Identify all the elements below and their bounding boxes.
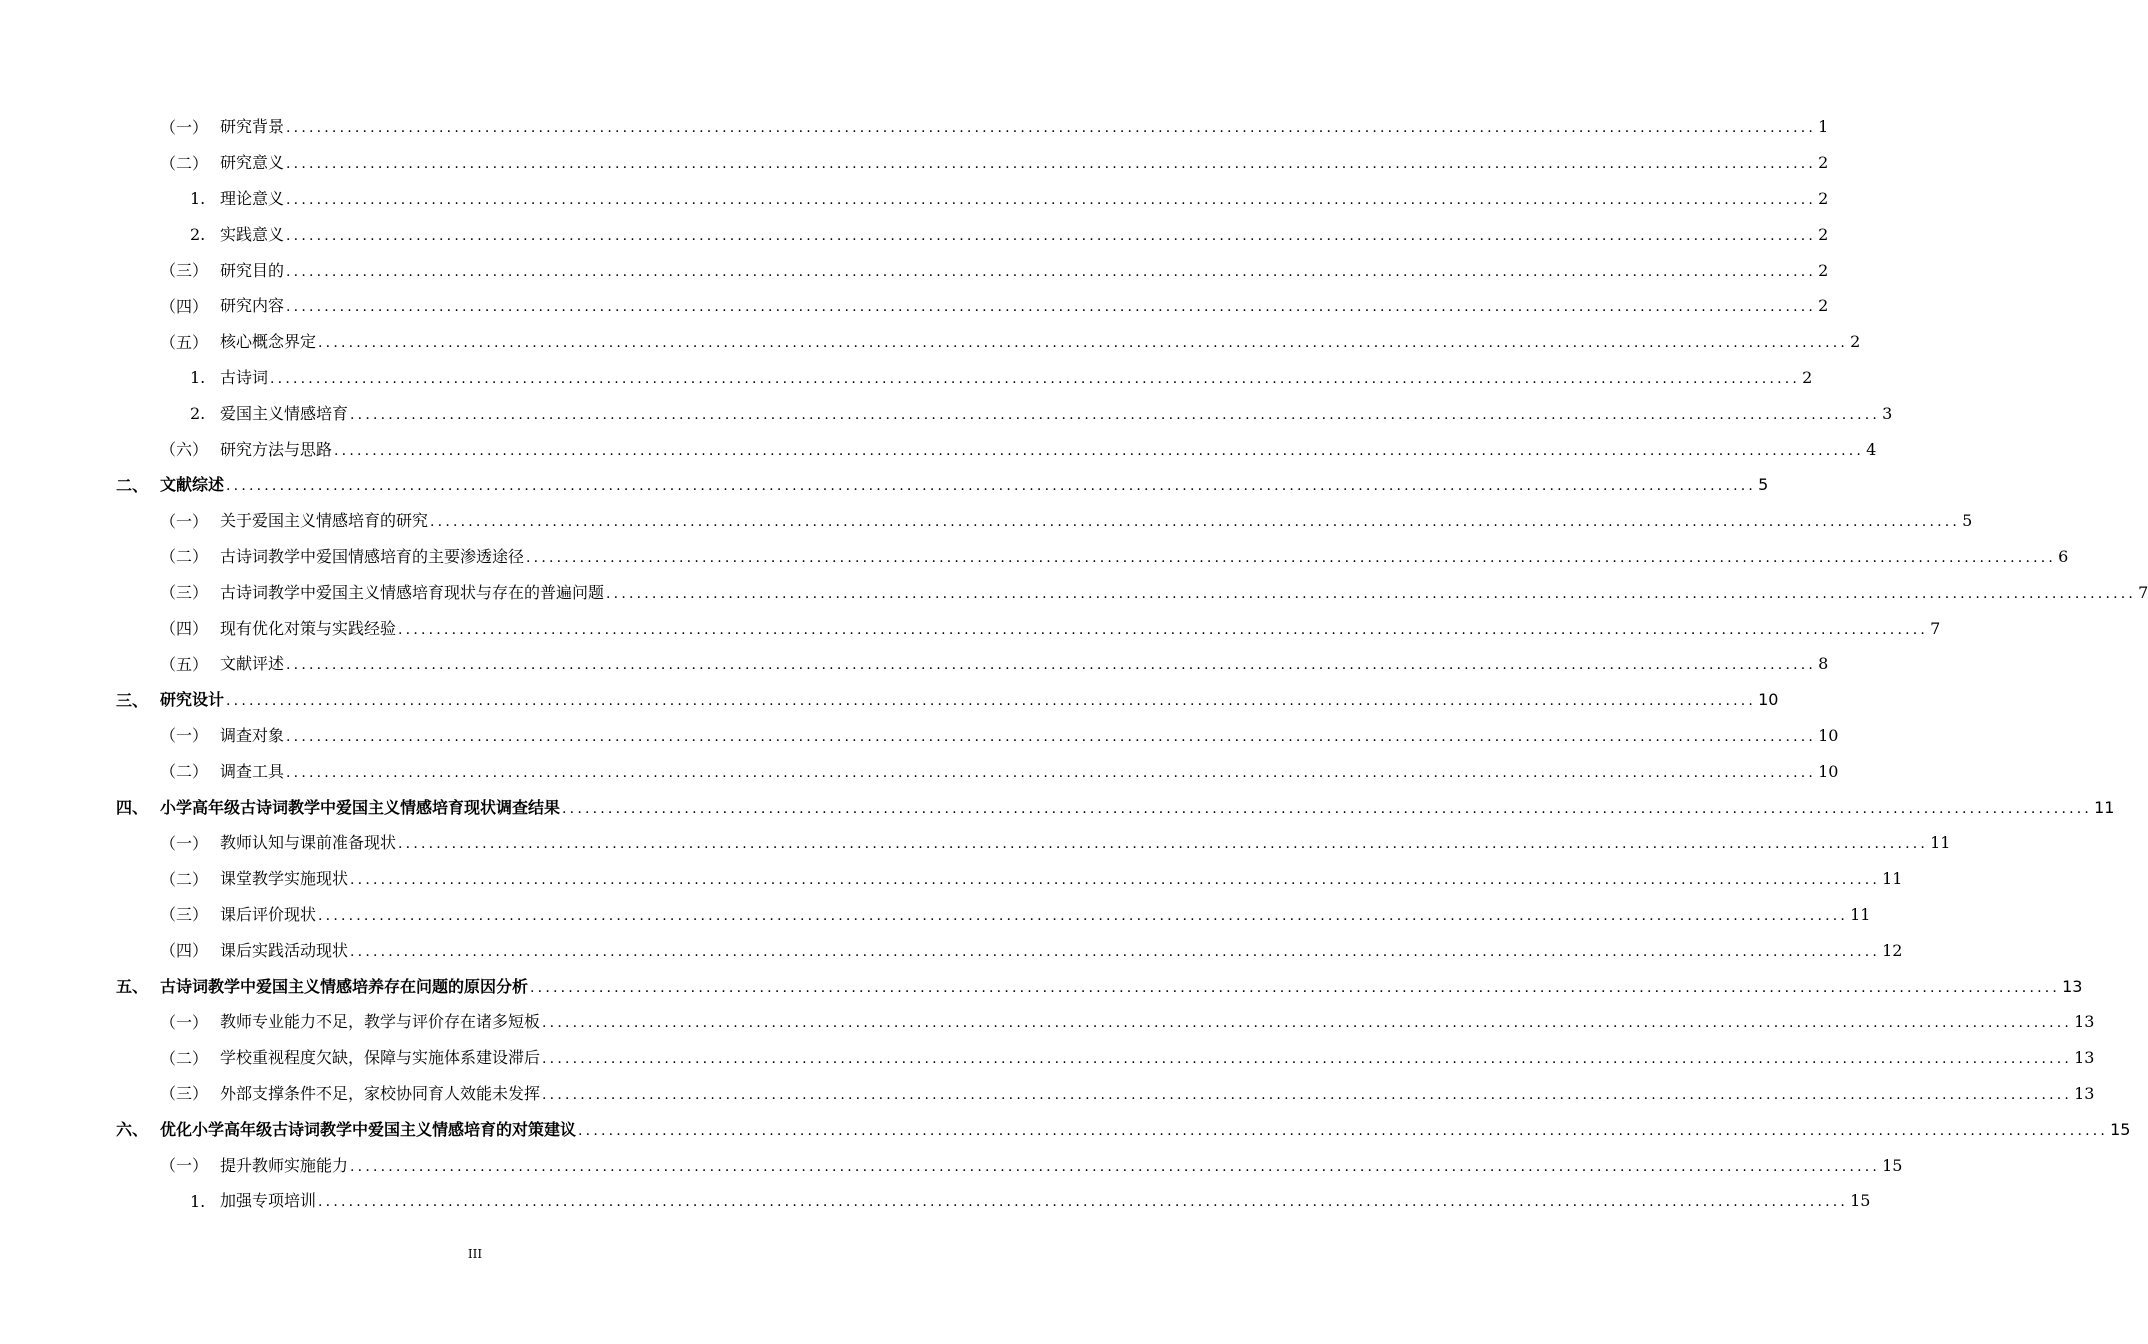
dot-leader: ........................................................................................................................................................................................................ xyxy=(318,335,1849,352)
toc-entry-title: 调查工具 xyxy=(220,761,285,781)
toc-entry-number: 六、 xyxy=(116,1120,149,1140)
dot-leader: ........................................................................................................................................................................................................ xyxy=(606,585,2137,602)
toc-entry-title: 研究方法与思路 xyxy=(220,439,333,459)
toc-entry-title: 核心概念界定 xyxy=(220,332,317,352)
toc-entry[interactable] xyxy=(0,969,2083,1005)
dot-leader: ........................................................................................................................................................................................................ xyxy=(350,872,1881,889)
toc-entry-number: （四） xyxy=(160,941,209,961)
toc-entry[interactable] xyxy=(0,790,2115,826)
toc-entry-page: 8 xyxy=(1818,654,1829,674)
toc-entry[interactable] xyxy=(0,933,1903,969)
toc-entry-number: （一） xyxy=(160,511,209,531)
toc-entry-number: （三） xyxy=(160,583,209,603)
toc-entry-number: 四、 xyxy=(116,798,149,818)
toc-entry[interactable] xyxy=(0,146,1829,182)
toc-entry-number: （五） xyxy=(160,654,209,674)
toc-entry[interactable] xyxy=(0,754,1839,790)
toc-entry-number: 1. xyxy=(190,368,206,388)
toc-entry-title: 古诗词 xyxy=(220,367,269,387)
dot-leader: ........................................................................................................................................................................................................ xyxy=(542,1051,2073,1068)
toc-entry-page: 5 xyxy=(1758,475,1769,495)
toc-entry-number: （四） xyxy=(160,619,209,639)
toc-entry-number: （四） xyxy=(160,296,209,316)
toc-entry-number: 1. xyxy=(190,189,206,209)
dot-leader: ........................................................................................................................................................................................................ xyxy=(578,1122,2109,1139)
toc-entry-title: 提升教师实施能力 xyxy=(220,1155,349,1175)
dot-leader: ........................................................................................................................................................................................................ xyxy=(398,621,1929,638)
toc-entry-page: 13 xyxy=(2074,1012,2095,1032)
dot-leader: ........................................................................................................................................................................................................ xyxy=(430,514,1961,531)
toc-entry-page: 12 xyxy=(1882,940,1903,960)
toc-entry-page: 15 xyxy=(1882,1155,1903,1175)
toc-entry-title: 实践意义 xyxy=(220,224,285,244)
dot-leader: ........................................................................................................................................................................................................ xyxy=(350,943,1881,960)
toc-entry[interactable] xyxy=(0,898,1871,934)
toc-entry[interactable] xyxy=(0,719,1839,755)
dot-leader: ........................................................................................................................................................................................................ xyxy=(318,907,1849,924)
toc-entry-title: 古诗词教学中爱国主义情感培育现状与存在的普遍问题 xyxy=(220,582,605,602)
toc-entry-page: 11 xyxy=(1882,869,1903,889)
dot-leader: ........................................................................................................................................................................................................ xyxy=(318,1194,1849,1211)
toc-entry-page: 10 xyxy=(1818,725,1839,745)
toc-entry-title: 教师认知与课前准备现状 xyxy=(220,833,397,853)
toc-entry-title: 课堂教学实施现状 xyxy=(220,869,349,889)
toc-entry-number: 2. xyxy=(190,404,206,424)
dot-leader: ........................................................................................................................................................................................................ xyxy=(286,263,1817,280)
toc-entry[interactable] xyxy=(0,110,1829,146)
toc-entry[interactable] xyxy=(0,540,2069,576)
toc-entry-page: 11 xyxy=(2094,797,2115,817)
dot-leader: ........................................................................................................................................................................................................ xyxy=(562,800,2093,817)
toc-entry-title: 现有优化对策与实践经验 xyxy=(220,618,397,638)
toc-entry[interactable] xyxy=(0,575,2148,611)
dot-leader: ........................................................................................................................................................................................................ xyxy=(286,299,1817,316)
toc-entry[interactable] xyxy=(0,1112,2131,1148)
dot-leader: ........................................................................................................................................................................................................ xyxy=(542,1015,2073,1032)
dot-leader: ........................................................................................................................................................................................................ xyxy=(286,764,1817,781)
toc-entry[interactable] xyxy=(0,396,1893,432)
toc-entry-number: （一） xyxy=(160,1156,209,1175)
toc-entry-number: （一） xyxy=(160,117,209,137)
toc-entry-number: （三） xyxy=(160,1084,209,1104)
toc-entry-title: 研究目的 xyxy=(220,260,285,280)
dot-leader: ........................................................................................................................................................................................................ xyxy=(286,728,1817,745)
toc-entry[interactable] xyxy=(0,1041,2095,1077)
dot-leader: ........................................................................................................................................................................................................ xyxy=(226,478,1757,495)
toc-entry-page: 2 xyxy=(1850,332,1861,352)
toc-entry-number: （三） xyxy=(160,261,209,281)
toc-entry-page: 2 xyxy=(1818,153,1829,173)
toc-entry-title: 古诗词教学中爱国主义情感培养存在问题的原因分析 xyxy=(160,976,529,996)
toc-entry-number: （五） xyxy=(160,332,209,352)
dot-leader: ........................................................................................................................................................................................................ xyxy=(542,1086,2073,1103)
toc-entry[interactable] xyxy=(0,468,1769,504)
toc-entry[interactable] xyxy=(0,1184,1871,1220)
toc-entry-title: 古诗词教学中爱国情感培育的主要渗透途径 xyxy=(220,546,525,566)
toc-entry-page: 15 xyxy=(2110,1119,2131,1139)
dot-leader: ........................................................................................................................................................................................................ xyxy=(350,1158,1881,1175)
dot-leader: ........................................................................................................................................................................................................ xyxy=(350,406,1881,423)
dot-leader: ........................................................................................................................................................................................................ xyxy=(270,370,1801,387)
toc-entry-title: 外部支撑条件不足，家校协同育人效能未发挥 xyxy=(220,1083,541,1103)
toc-entry-title: 研究内容 xyxy=(220,296,285,316)
toc-entry-number: （二） xyxy=(160,869,209,889)
dot-leader: ........................................................................................................................................................................................................ xyxy=(286,156,1817,173)
toc-entry-title: 研究背景 xyxy=(220,117,285,137)
toc-entry[interactable] xyxy=(0,611,1941,647)
toc-entry[interactable] xyxy=(0,1148,1903,1184)
toc-entry-page: 10 xyxy=(1758,690,1779,710)
toc-entry-page: 3 xyxy=(1882,403,1893,423)
toc-entry-title: 调查对象 xyxy=(220,725,285,745)
toc-entry-page: 2 xyxy=(1818,260,1829,280)
toc-entry-title: 理论意义 xyxy=(220,188,285,208)
toc-entry-page: 13 xyxy=(2074,1048,2095,1068)
toc-entry[interactable] xyxy=(0,217,1829,253)
toc-entry[interactable] xyxy=(0,826,1951,862)
toc-entry-number: 二、 xyxy=(116,475,149,495)
toc-entry-number: （一） xyxy=(160,833,209,853)
toc-entry-number: 2. xyxy=(190,225,206,245)
toc-entry-title: 爱国主义情感培育 xyxy=(220,403,349,423)
toc-entry-page: 2 xyxy=(1818,188,1829,208)
toc-entry[interactable] xyxy=(0,683,1779,719)
toc-entry-title: 学校重视程度欠缺，保障与实施体系建设滞后 xyxy=(220,1048,541,1068)
dot-leader: ........................................................................................................................................................................................................ xyxy=(334,442,1865,459)
dot-leader: ........................................................................................................................................................................................................ xyxy=(286,227,1817,244)
dot-leader: ........................................................................................................................................................................................................ xyxy=(286,657,1817,674)
toc-entry-page: 7 xyxy=(2138,582,2148,602)
dot-leader: ........................................................................................................................................................................................................ xyxy=(286,120,1817,137)
toc-entry-title: 课后实践活动现状 xyxy=(220,940,349,960)
toc-entry[interactable] xyxy=(0,253,1829,289)
toc-entry-page: 15 xyxy=(1850,1191,1871,1211)
toc-entry-number: （一） xyxy=(160,726,209,746)
toc-entry-title: 研究设计 xyxy=(160,690,225,710)
toc-entry-number: 三、 xyxy=(116,690,149,710)
toc-entry[interactable] xyxy=(0,361,1813,397)
toc-entry-page: 7 xyxy=(1930,618,1941,638)
table-of-contents xyxy=(0,110,2148,1220)
toc-entry-page: 10 xyxy=(1818,761,1839,781)
dot-leader: ........................................................................................................................................................................................................ xyxy=(530,979,2061,996)
toc-entry-title: 关于爱国主义情感培育的研究 xyxy=(220,511,429,531)
toc-entry-page: 5 xyxy=(1962,511,1973,531)
toc-entry-number: （二） xyxy=(160,762,209,782)
toc-entry-number: 1. xyxy=(190,1191,206,1211)
toc-entry-title: 加强专项培训 xyxy=(220,1191,317,1211)
toc-entry-page: 1 xyxy=(1818,117,1829,137)
toc-entry-title: 文献评述 xyxy=(220,654,285,674)
toc-entry-number: （三） xyxy=(160,905,209,925)
toc-entry-page: 2 xyxy=(1818,296,1829,316)
toc-entry-title: 小学高年级古诗词教学中爱国主义情感培育现状调查结果 xyxy=(160,797,561,817)
toc-entry[interactable] xyxy=(0,325,1861,361)
dot-leader: ........................................................................................................................................................................................................ xyxy=(526,549,2057,566)
toc-entry[interactable] xyxy=(0,432,1877,468)
toc-entry-title: 文献综述 xyxy=(160,475,225,495)
toc-entry-number: （二） xyxy=(160,1048,209,1068)
toc-entry-page: 13 xyxy=(2062,976,2083,996)
toc-entry[interactable] xyxy=(0,504,1973,540)
toc-entry-number: （二） xyxy=(160,153,209,173)
toc-entry-number: 五、 xyxy=(116,977,149,997)
toc-entry-page: 2 xyxy=(1818,224,1829,244)
page-number: III xyxy=(467,1247,483,1261)
toc-entry-page: 4 xyxy=(1866,439,1877,459)
toc-entry[interactable] xyxy=(0,1077,2095,1113)
toc-entry-page: 11 xyxy=(1850,904,1871,924)
toc-entry-number: （二） xyxy=(160,547,209,567)
dot-leader: ........................................................................................................................................................................................................ xyxy=(398,836,1929,853)
toc-entry-title: 课后评价现状 xyxy=(220,904,317,924)
toc-entry-number: （六） xyxy=(160,440,209,460)
dot-leader: ........................................................................................................................................................................................................ xyxy=(226,693,1757,710)
dot-leader: ........................................................................................................................................................................................................ xyxy=(286,191,1817,208)
toc-entry-title: 优化小学高年级古诗词教学中爱国主义情感培育的对策建议 xyxy=(160,1119,577,1139)
toc-entry[interactable] xyxy=(0,289,1829,325)
toc-entry-page: 11 xyxy=(1930,833,1951,853)
toc-entry-page: 13 xyxy=(2074,1083,2095,1103)
toc-entry[interactable] xyxy=(0,1005,2095,1041)
toc-entry-page: 6 xyxy=(2058,546,2069,566)
toc-entry-page: 2 xyxy=(1802,367,1813,387)
toc-entry[interactable] xyxy=(0,647,1829,683)
toc-entry[interactable] xyxy=(0,862,1903,898)
toc-entry[interactable] xyxy=(0,182,1829,218)
page-number-footer xyxy=(0,1247,950,1261)
toc-entry-number: （一） xyxy=(160,1012,209,1032)
toc-entry-title: 研究意义 xyxy=(220,153,285,173)
toc-entry-title: 教师专业能力不足，教学与评价存在诸多短板 xyxy=(220,1012,541,1032)
